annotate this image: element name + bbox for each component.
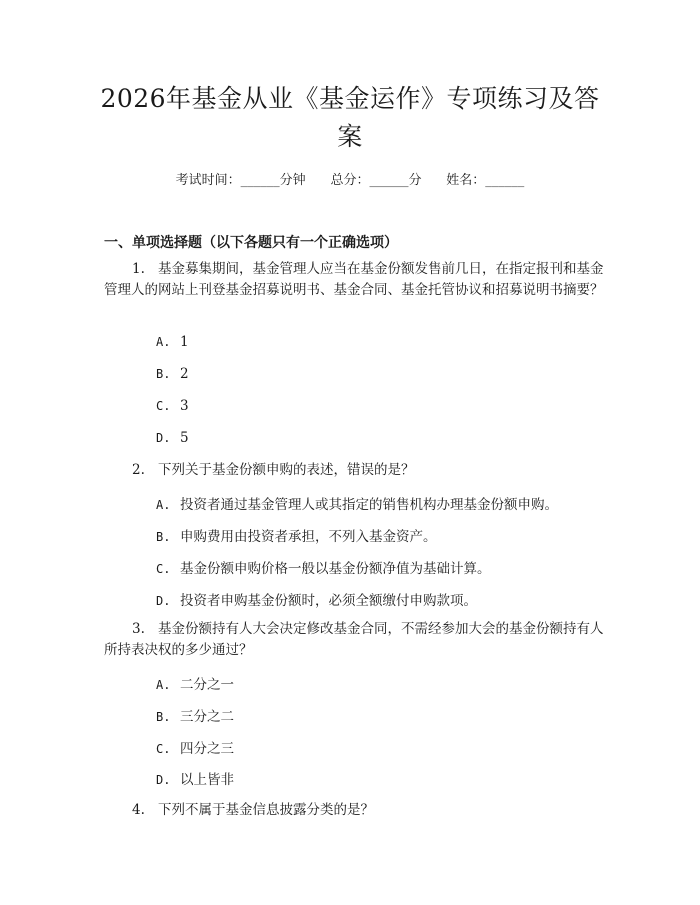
option-2c bbox=[156, 557, 491, 577]
option-2b bbox=[156, 525, 437, 545]
option-2d bbox=[156, 589, 477, 609]
option-letter: B. bbox=[156, 710, 171, 724]
question-text: 基金份额持有人大会决定修改基金合同，不需经参加大会的基金份额持有人所持表决权的多少通过？ bbox=[104, 621, 604, 658]
option-letter: A. bbox=[156, 498, 171, 512]
option-letter: B. bbox=[156, 367, 171, 381]
question-number: 4. bbox=[132, 802, 145, 818]
question-2 bbox=[104, 460, 604, 481]
option-text: 四分之三 bbox=[180, 741, 234, 757]
name-label: 姓名：______ bbox=[446, 173, 525, 188]
option-text: 以上皆非 bbox=[180, 772, 234, 788]
option-letter: C. bbox=[156, 562, 171, 576]
option-text: 1 bbox=[180, 334, 189, 350]
question-number: 3. bbox=[132, 621, 145, 637]
option-1c bbox=[156, 398, 189, 414]
option-text: 2 bbox=[180, 366, 189, 382]
option-letter: C. bbox=[156, 742, 171, 756]
option-3b bbox=[156, 705, 234, 725]
question-1 bbox=[104, 259, 604, 301]
option-3d bbox=[156, 768, 234, 788]
question-3 bbox=[104, 619, 604, 661]
option-text: 二分之一 bbox=[180, 677, 234, 693]
section-title: 一、单项选择题（以下各题只有一个正确选项） bbox=[104, 235, 398, 251]
question-4 bbox=[104, 800, 604, 821]
question-text: 基金募集期间，基金管理人应当在基金份额发售前几日，在指定报刊和基金管理人的网站上刊登基金招募说明书、基金合同、基金托管协议和招募说明书摘要？ bbox=[104, 261, 604, 298]
exam-meta bbox=[0, 169, 700, 188]
option-letter: C. bbox=[156, 399, 171, 413]
option-text: 申购费用由投资者承担，不列入基金资产。 bbox=[180, 529, 437, 545]
option-text: 投资者申购基金份额时，必须全额缴付申购款项。 bbox=[180, 593, 477, 609]
question-number: 1. bbox=[132, 261, 145, 277]
option-text: 投资者通过基金管理人或其指定的销售机构办理基金份额申购。 bbox=[180, 497, 558, 513]
total-score-label: 总分：______分 bbox=[330, 173, 422, 188]
option-1a bbox=[156, 334, 189, 350]
option-letter: B. bbox=[156, 530, 171, 544]
option-text: 5 bbox=[180, 430, 189, 446]
option-text: 三分之二 bbox=[180, 709, 234, 725]
question-text: 下列不属于基金信息披露分类的是？ bbox=[158, 802, 374, 818]
option-3a bbox=[156, 673, 234, 693]
option-letter: A. bbox=[156, 678, 171, 692]
question-text: 下列关于基金份额申购的表述，错误的是？ bbox=[158, 462, 415, 478]
question-number: 2. bbox=[132, 462, 145, 478]
option-3c bbox=[156, 737, 234, 757]
option-letter: D. bbox=[156, 594, 171, 608]
option-1b bbox=[156, 366, 189, 382]
option-2a bbox=[156, 493, 558, 513]
option-text: 3 bbox=[180, 398, 189, 414]
option-letter: D. bbox=[156, 431, 171, 445]
option-letter: D. bbox=[156, 773, 171, 787]
exam-time-label: 考试时间：______分钟 bbox=[175, 173, 306, 188]
option-letter: A. bbox=[156, 335, 171, 349]
option-1d bbox=[156, 430, 189, 446]
page-title: 2026年基金从业《基金运作》专项练习及答案 bbox=[100, 84, 600, 151]
option-text: 基金份额申购价格一般以基金份额净值为基础计算。 bbox=[180, 561, 491, 577]
